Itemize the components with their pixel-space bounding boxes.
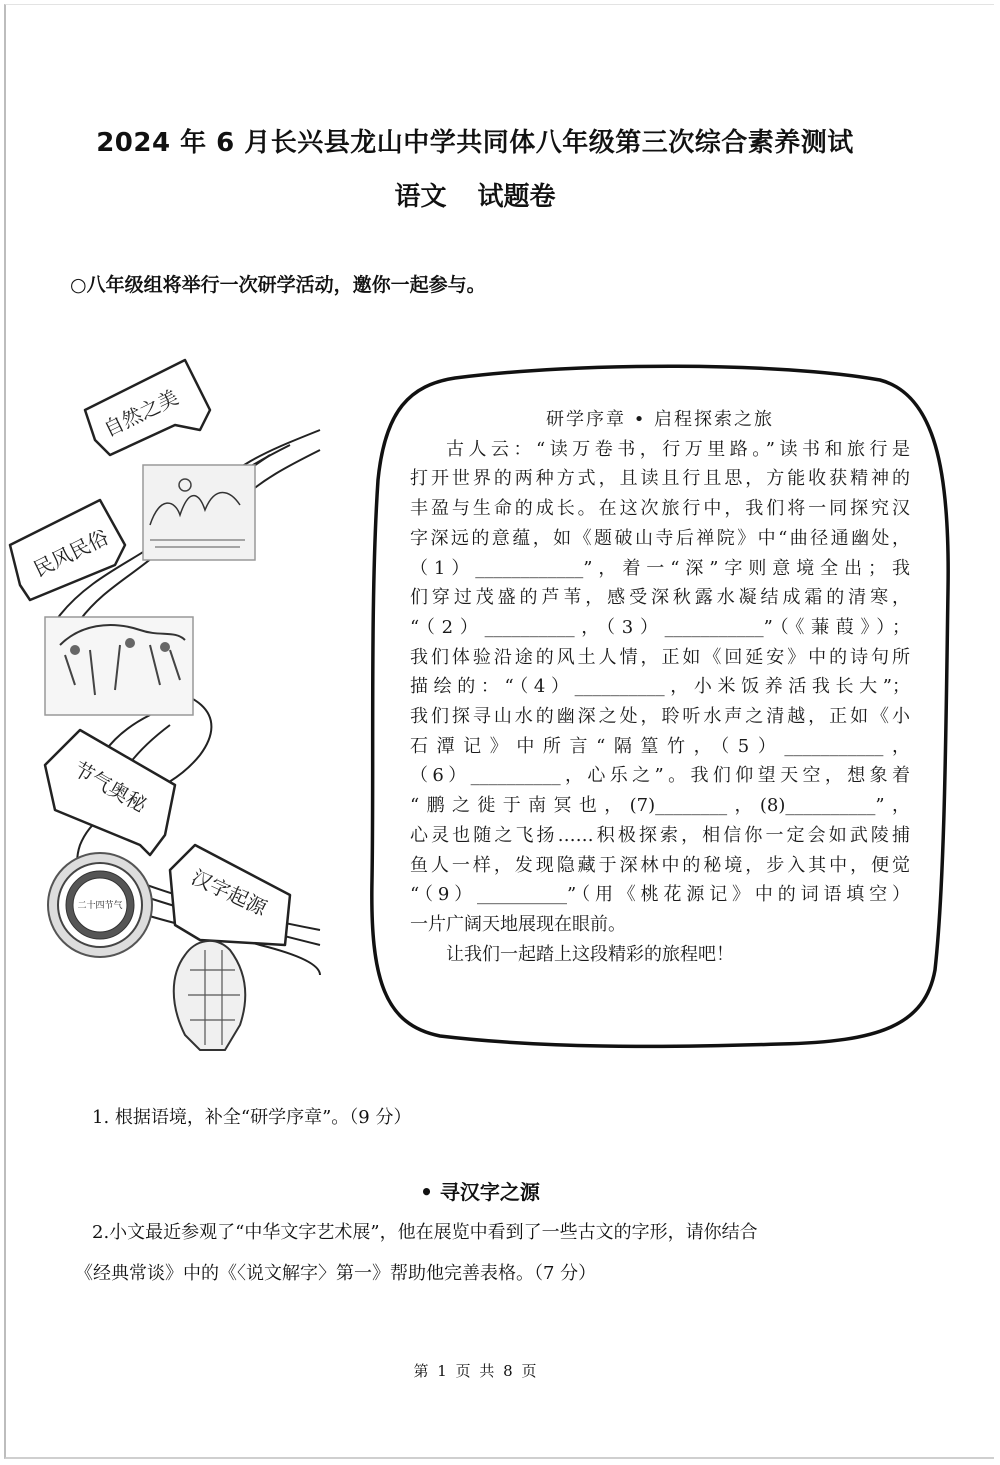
passage-line: 鱼人一样，发现隐藏于深林中的秘境，步入其中，便觉 [410,854,910,876]
landscape-painting-icon [143,465,255,560]
solar-term-wheel-icon [48,853,152,957]
passage-line: 描绘的：“（4）__________，小米饭养活我长大”； [410,676,910,698]
tag-folk-customs [10,500,125,600]
folk-dance-icon [45,617,193,715]
passage-line: 们穿过茂盛的芦苇，感受深秋露水凝结成霜的清寒， [410,587,910,609]
study-trip-illustration [0,355,370,1055]
svg-text:二十四节气: 二十四节气 [77,901,123,911]
preface-passage [410,405,910,969]
svg-text:自然之美: 自然之美 [99,384,183,442]
section-intro: ○八年级组将举行一次研学活动，邀你一起参与。 [70,274,486,296]
passage-line: 我们体验沿途的风土人情，正如《回延安》中的诗句所 [410,646,910,668]
passage-line: 丰盈与生命的成长。在这次旅行中，我们将一同探究汉 [410,498,910,520]
question-2-line2: 《经典常谈》中的《〈说文解字〉第一》帮助他完善表格。（7 分） [75,1263,597,1284]
passage-line: 石潭记》中所言“隔篁竹，（5）___________， [410,735,910,757]
tag-character-origin [170,845,290,945]
passage-line: （1）____________”，着一“深”字则意境全出；我 [410,557,910,579]
page-footer: 第 1 页 共 8 页 [413,1362,537,1380]
oracle-bone-icon [174,941,245,1050]
section-heading: • 寻汉字之源 [420,1180,540,1204]
passage-line: 一片广阔天地展现在眼前。 [410,913,626,935]
svg-text:民风民俗: 民风民俗 [29,524,113,582]
svg-text:汉字起源: 汉字起源 [187,864,271,921]
passage-line: （6）__________，心乐之”。我们仰望天空，想象着 [410,765,910,787]
tag-solar-terms [45,730,175,855]
passage-line: 打开世界的两种方式，且读且行且思，方能收获精神的 [410,468,910,490]
tag-natural-beauty [85,360,210,455]
passage-line: 字深远的意蕴，如《题破山寺后禅院》中“曲径通幽处， [410,527,910,549]
passage-line: “鹏之徙于南冥也，(7)________，(8)__________”， [410,795,910,817]
question-2-line1: 2.小文最近参观了“中华文字艺术展”，他在展览中看到了一些古文的字形，请你结合 [92,1222,758,1243]
exam-subtitle: 语文 试题卷 [394,182,556,212]
passage-line: 我们探寻山水的幽深之处，聆听水声之清越，正如《小 [410,706,910,728]
question-1: 1. 根据语境，补全“研学序章”。（9 分） [92,1107,412,1128]
exam-title: 2024 年 6 月长兴县龙山中学共同体八年级第三次综合素养测试 [96,128,854,158]
passage-title: 研学序章 • 启程探索之旅 [545,409,775,430]
svg-text:节气奥秘: 节气奥秘 [69,756,151,818]
passage-line: “（9）__________”（用《桃花源记》中的词语填空） [410,884,910,906]
passage-line: 古人云：“读万卷书，行万里路。”读书和旅行是 [446,438,910,460]
passage-line: “（2）__________，（3）___________”（《蒹葭》）； [410,616,910,638]
passage-closing: 让我们一起踏上这段精彩的旅程吧！ [446,943,734,965]
passage-line: 心灵也随之飞扬……积极探索，相信你一定会如武陵捕 [410,824,910,846]
